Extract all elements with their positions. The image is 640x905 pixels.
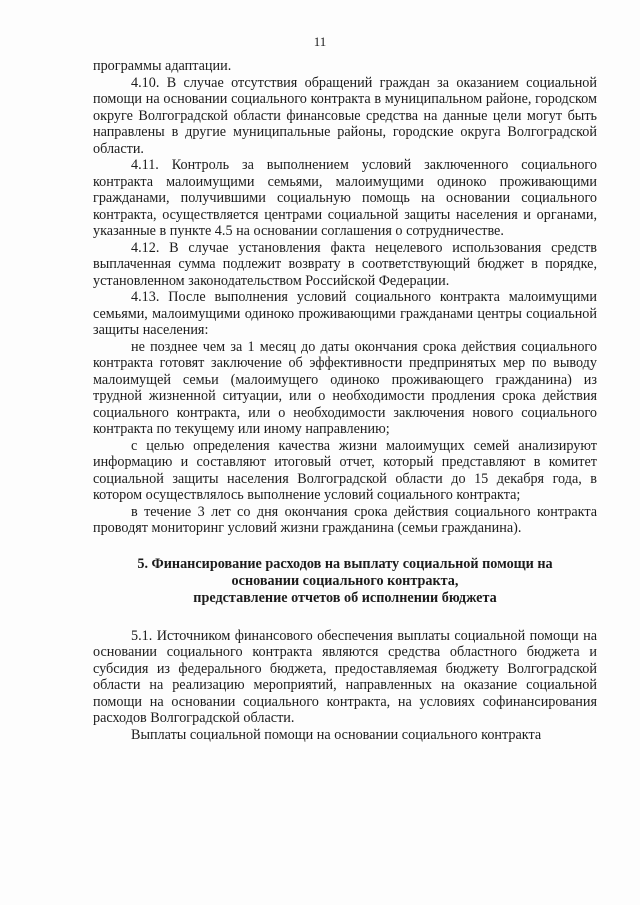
paragraph-4-12: 4.12. В случае установления факта нецелевого использования средств выплаченная сумма подлежит возврату в соответствующий бюджет в порядке, установленном законодательством Российской Федерации.: [93, 239, 597, 289]
page-content: [93, 58, 597, 743]
paragraph-4-11: 4.11. Контроль за выполнением условий заключенного социального контракта малоимущими семьями, малоимущими одиноко проживающими гражданами, получившими социальную помощь на основании социального контракта, осуществляется центрами социальной защиты населения и органами, указанные в пункте 4.5 на основании соглашения о сотрудничестве.: [93, 157, 597, 239]
paragraph-4-13-item-conclusion: не позднее чем за 1 месяц до даты окончания срока действия социального контракта готовят заключение об эффективности предпринятых мер по выводу малоимущей семьи (малоимущего одиноко проживающего гражданина) из трудной жизненной ситуации, или о необходимости продления срока действия социального контракта, или о необходимости заключения нового социального контракта по текущему или иному направлению;: [93, 338, 597, 437]
section-heading-line-2: основании социального контракта,: [231, 572, 459, 589]
paragraph-5-1: 5.1. Источником финансового обеспечения выплаты социальной помощи на основании социального контракта являются средства областного бюджета и субсидия из федерального бюджета, предоставляемая бюджету Волгоградской области на реализацию мероприятий, направленных на оказание социальной помощи на основании социального контракта, на условиях софинансирования расходов Волгоградской области.: [93, 627, 597, 726]
page-number: 11: [313, 34, 327, 49]
paragraph-4-13-item-report: с целью определения качества жизни малоимущих семей анализируют информацию и составляют итоговый отчет, который представляют в комитет социальной защиты населения Волгоградской области до 15 декабря года, в котором осуществлялось выполнение условий социального контракта;: [93, 437, 597, 503]
section-5-heading: [93, 556, 597, 607]
paragraphs-after-block: [93, 628, 597, 744]
section-heading-line-1: 5. Финансирование расходов на выплату социальной помощи на: [137, 555, 553, 572]
paragraph-adaptation-tail: программы адаптации.: [93, 58, 232, 74]
section-heading-line-3: представление отчетов об исполнении бюджета: [193, 589, 497, 606]
paragraph-4-13: 4.13. После выполнения условий социального контракта малоимущими семьями, малоимущими одиноко проживающими гражданами центры социальной защиты населения:: [93, 289, 597, 338]
paragraph-4-13-item-monitoring: в течение 3 лет со дня окончания срока действия социального контракта проводят мониторинг условий жизни гражданина (семьи гражданина).: [93, 503, 597, 536]
paragraph-4-10: 4.10. В случае отсутствия обращений граждан за оказанием социальной помощи на основании социального контракта в муниципальном районе, городском округе Волгоградской области финансовые средства на данные цели могут быть направлены в другие муниципальные районы, городские округа Волгоградской области.: [93, 74, 597, 157]
paragraphs-before-block: [93, 58, 597, 537]
paragraph-payments: Выплаты социальной помощи на основании социального контракта: [131, 726, 542, 743]
